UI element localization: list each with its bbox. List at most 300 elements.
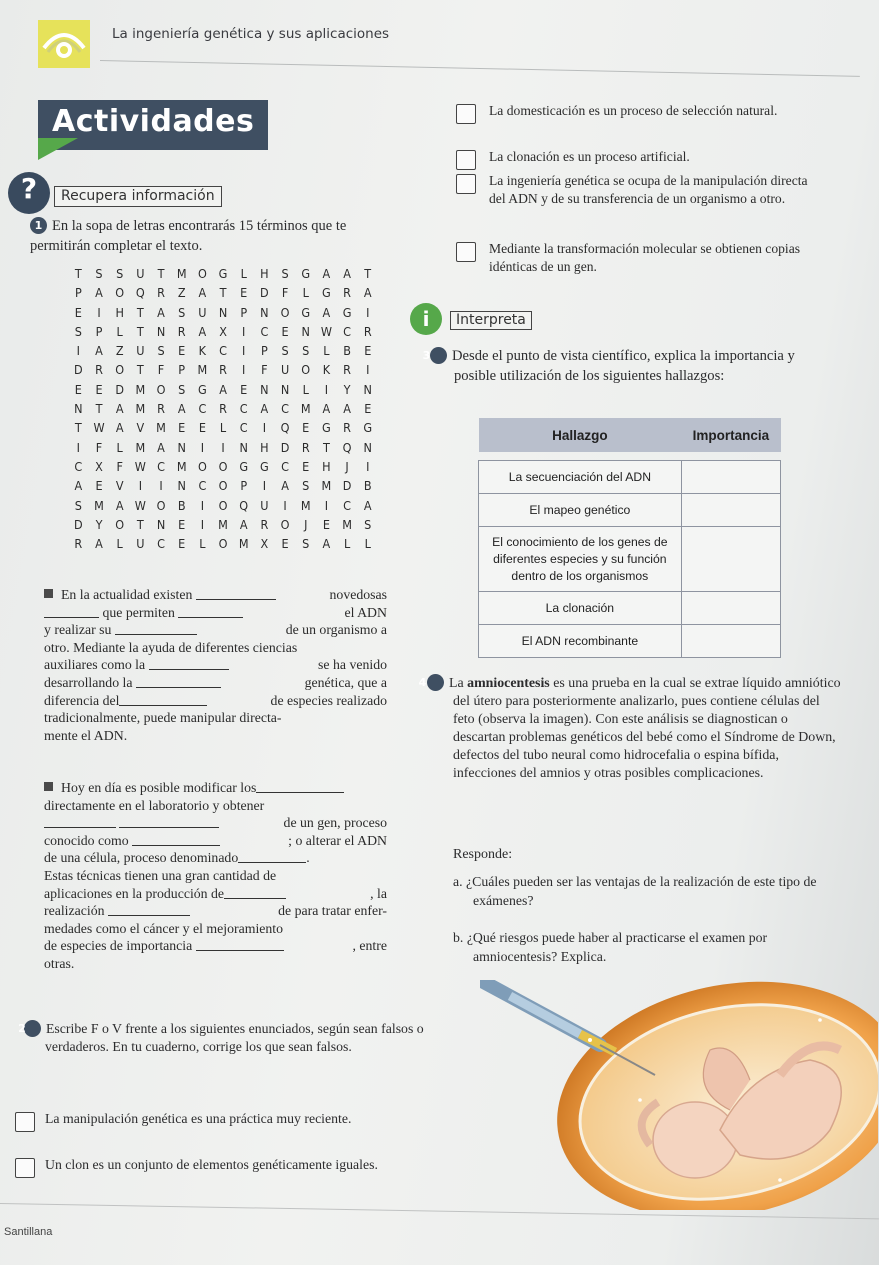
table-row (479, 527, 781, 592)
word-search-letter[interactable]: M (342, 516, 352, 532)
word-search-letter[interactable]: A (74, 478, 83, 494)
word-search-letter[interactable]: L (323, 343, 330, 359)
word-search-letter[interactable]: U (280, 362, 290, 378)
word-search-letter[interactable]: S (302, 536, 310, 552)
fill-text: otro. Mediante la ayuda de diferentes ciencias (44, 639, 298, 655)
word-search-letter[interactable]: R (157, 401, 165, 417)
word-search-letter[interactable]: M (321, 478, 332, 494)
word-search-row (68, 382, 378, 401)
word-search-letter[interactable]: L (343, 536, 351, 552)
word-search-letter[interactable]: M (135, 401, 146, 417)
fill-text: aplicaciones en la producción de (44, 885, 225, 901)
word-search-letter[interactable]: A (363, 285, 372, 301)
word-search-letter[interactable]: A (157, 304, 165, 320)
word-search-letter[interactable]: N (156, 323, 166, 339)
word-search-letter[interactable]: T (136, 304, 144, 320)
word-search-letter[interactable]: E (178, 516, 186, 532)
word-search-letter[interactable]: C (219, 343, 227, 359)
word-search-letter[interactable]: Q (135, 285, 145, 301)
word-search-letter[interactable]: G (218, 266, 228, 281)
word-search-letter[interactable]: G (342, 304, 352, 320)
word-search-letter[interactable]: G (322, 420, 331, 436)
word-search-letter[interactable]: D (260, 285, 269, 301)
blank-field[interactable] (119, 815, 219, 828)
importancia-cell[interactable] (681, 527, 780, 592)
blank-field[interactable] (178, 605, 243, 618)
word-search-letter[interactable]: A (177, 401, 186, 417)
word-search-letter[interactable]: M (218, 516, 228, 532)
word-search-letter[interactable]: E (322, 516, 330, 532)
word-search-letter[interactable]: X (219, 323, 227, 339)
word-search-letter[interactable]: N (177, 439, 186, 455)
importancia-cell[interactable] (681, 494, 780, 527)
word-search-letter[interactable]: R (343, 362, 351, 378)
word-search-grid (68, 266, 378, 555)
findings-table (478, 418, 781, 658)
word-search-letter[interactable]: N (260, 304, 269, 320)
word-search-letter[interactable]: I (97, 304, 101, 320)
word-search-letter[interactable]: I (76, 439, 80, 455)
fill-text: novedosas (329, 587, 387, 602)
word-search-letter[interactable]: V (136, 420, 145, 436)
word-search-letter[interactable]: I (242, 323, 246, 339)
word-search-letter[interactable]: R (260, 516, 269, 532)
word-search-letter[interactable]: A (95, 536, 103, 552)
word-search-letter[interactable]: E (95, 478, 103, 494)
word-search-letter[interactable]: C (198, 478, 207, 494)
blank-field[interactable] (44, 605, 99, 618)
importancia-cell[interactable] (681, 461, 780, 494)
word-search-letter[interactable]: P (240, 478, 248, 494)
hallazgo-cell: El conocimiento de los genes de diferentes especies y su función dentro de los organismos (479, 527, 682, 592)
word-search-letter[interactable]: L (116, 439, 123, 455)
word-search-letter[interactable]: M (135, 439, 146, 455)
word-search-letter[interactable]: R (219, 362, 227, 378)
word-search-letter[interactable]: T (95, 401, 103, 417)
word-search-letter[interactable]: G (260, 458, 269, 474)
word-search-letter[interactable]: A (343, 266, 351, 281)
header-divider (100, 60, 860, 77)
word-search-letter[interactable]: A (198, 323, 207, 339)
blank-field[interactable] (196, 587, 276, 600)
blank-field[interactable] (196, 938, 284, 951)
word-search-letter[interactable]: S (74, 497, 82, 513)
blank-field[interactable] (119, 693, 207, 706)
fill-text: conocido como (44, 832, 129, 848)
column-header-hallazgo: Hallazgo (479, 418, 682, 452)
statement-text: Un clon es un conjunto de elementos genéticamente iguales. (45, 1157, 378, 1172)
word-search-letter[interactable]: T (74, 420, 82, 436)
word-search-letter[interactable]: N (363, 439, 372, 455)
word-search-letter[interactable]: A (157, 439, 165, 455)
fill-text: En la actualidad existen (61, 587, 193, 602)
word-search-letter[interactable]: A (281, 478, 289, 494)
word-search-letter[interactable]: N (218, 304, 228, 320)
word-search-letter[interactable]: G (301, 266, 311, 281)
word-search-letter[interactable]: E (364, 401, 372, 417)
fill-text: Estas técnicas tienen una gran cantidad de (44, 867, 277, 883)
question-2 (0, 1020, 435, 1056)
word-search-letter[interactable]: P (74, 285, 82, 301)
word-search-letter[interactable]: A (95, 285, 103, 301)
answer-checkbox[interactable] (15, 1158, 35, 1178)
question-3 (422, 346, 832, 386)
word-search-letter[interactable]: K (198, 343, 207, 359)
word-search-letter[interactable]: L (199, 536, 206, 552)
word-search-letter[interactable]: E (95, 381, 103, 397)
fill-text: de una célula, proceso denominado (44, 850, 239, 866)
word-search-letter[interactable]: H (322, 458, 331, 474)
word-search-letter[interactable]: B (343, 343, 351, 359)
word-search-letter[interactable]: M (176, 458, 187, 474)
word-search-letter[interactable]: L (116, 323, 123, 339)
word-search-letter[interactable]: P (95, 323, 103, 339)
fill-text: de para tratar enfer- (278, 903, 387, 919)
word-search-letter[interactable]: E (302, 458, 310, 474)
question-text: La (449, 676, 464, 691)
word-search-letter[interactable]: T (157, 266, 165, 281)
word-search-letter[interactable]: G (301, 304, 311, 320)
word-search-letter[interactable]: T (74, 266, 82, 281)
word-search-letter[interactable]: R (157, 285, 165, 301)
recupera-label: Recupera información (54, 186, 222, 207)
word-search-letter[interactable]: P (178, 362, 186, 378)
word-search-letter[interactable]: R (219, 401, 227, 417)
word-search-letter[interactable]: E (281, 536, 289, 552)
word-search-letter[interactable]: H (115, 304, 124, 320)
word-search-letter[interactable]: I (200, 439, 205, 455)
word-search-letter[interactable]: N (74, 401, 83, 417)
word-search-letter[interactable]: L (364, 536, 371, 552)
word-search-letter[interactable]: E (198, 420, 206, 436)
word-search-letter[interactable]: T (364, 266, 372, 281)
word-search-letter[interactable]: O (115, 285, 125, 301)
word-search-letter[interactable]: G (363, 420, 373, 436)
word-search-letter[interactable]: T (322, 439, 330, 455)
answer-checkbox[interactable] (456, 150, 476, 170)
word-search-letter[interactable]: Z (115, 343, 124, 359)
word-search-letter[interactable]: A (260, 401, 269, 417)
answer-checkbox[interactable] (15, 1112, 35, 1132)
word-search-row (68, 536, 378, 555)
word-search-letter[interactable]: O (218, 536, 228, 552)
word-search-letter[interactable]: L (302, 381, 309, 397)
word-search-letter[interactable]: W (134, 458, 146, 474)
word-search-letter[interactable]: D (74, 362, 83, 378)
word-search-letter[interactable]: M (156, 420, 166, 436)
word-search-letter[interactable]: J (345, 458, 349, 474)
importancia-cell[interactable] (681, 625, 780, 658)
word-search-letter[interactable]: N (156, 516, 166, 532)
word-search-letter[interactable]: E (74, 304, 82, 320)
word-search-letter[interactable]: N (239, 439, 248, 455)
word-search-letter[interactable]: I (324, 497, 329, 513)
fill-text: diferencia del (44, 692, 120, 708)
fill-text: mente el ADN. (44, 727, 128, 743)
answer-checkbox[interactable] (456, 174, 476, 194)
word-search-letter[interactable]: I (283, 497, 287, 513)
word-search-letter[interactable]: O (156, 381, 166, 397)
word-search-letter[interactable]: A (95, 343, 103, 359)
word-search-letter[interactable]: A (219, 381, 227, 397)
word-search-letter[interactable]: M (176, 266, 187, 281)
word-search-letter[interactable]: S (281, 343, 289, 359)
word-search-letter[interactable]: A (322, 536, 331, 552)
fill-text: , la (370, 885, 387, 901)
word-search-letter[interactable]: E (178, 536, 186, 552)
word-search-letter[interactable]: C (260, 323, 269, 339)
statement-item (489, 172, 809, 208)
word-search-letter[interactable]: C (281, 458, 289, 474)
word-search-letter[interactable]: S (302, 343, 310, 359)
blank-field[interactable] (224, 886, 286, 899)
word-search-letter[interactable]: G (198, 381, 207, 397)
word-search-letter[interactable]: I (366, 304, 370, 320)
blank-field[interactable] (238, 850, 306, 863)
blank-field[interactable] (115, 622, 197, 635)
word-search-letter[interactable]: T (219, 285, 227, 301)
word-search-letter[interactable]: O (218, 497, 228, 513)
word-search-letter[interactable]: O (218, 478, 228, 494)
word-search-letter[interactable]: D (342, 478, 352, 494)
table-row (479, 592, 781, 625)
word-search-letter[interactable]: L (240, 266, 247, 281)
blank-field[interactable] (149, 657, 229, 670)
word-search-letter[interactable]: O (115, 362, 125, 378)
word-search-letter[interactable]: R (74, 536, 83, 552)
word-search-letter[interactable]: O (156, 497, 166, 513)
word-search-letter[interactable]: I (324, 381, 329, 397)
word-search-letter[interactable]: E (302, 420, 310, 436)
word-search-letter[interactable]: R (343, 285, 351, 301)
word-search-letter[interactable]: D (280, 439, 290, 455)
word-search-letter[interactable]: F (261, 362, 268, 378)
word-search-letter[interactable]: A (115, 420, 124, 436)
word-search-letter[interactable]: Q (239, 497, 249, 513)
word-search-letter[interactable]: A (115, 401, 124, 417)
word-search-letter[interactable]: Y (95, 516, 103, 532)
statement-item (489, 240, 809, 276)
word-search-row (68, 420, 378, 439)
word-search-letter[interactable]: A (343, 401, 351, 417)
word-search-letter[interactable]: E (281, 323, 289, 339)
word-search-letter[interactable]: O (197, 458, 207, 474)
word-search-letter[interactable]: A (198, 285, 207, 301)
word-search-letter[interactable]: S (178, 381, 186, 397)
word-search-letter[interactable]: I (200, 516, 205, 532)
word-search-letter[interactable]: U (198, 304, 207, 320)
word-search-letter[interactable]: L (116, 536, 123, 552)
word-search-letter[interactable]: F (157, 362, 165, 378)
word-search-letter[interactable]: N (280, 381, 290, 397)
word-search-letter[interactable]: A (363, 497, 372, 513)
word-search-letter[interactable]: C (281, 401, 289, 417)
word-search-letter[interactable]: E (74, 381, 82, 397)
importancia-cell[interactable] (681, 592, 780, 625)
word-search-letter[interactable]: I (242, 343, 246, 359)
hallazgo-cell: El mapeo genético (479, 494, 682, 527)
word-search-letter[interactable]: E (240, 381, 248, 397)
word-search-letter[interactable]: O (280, 304, 290, 320)
fill-text: medades como el cáncer y el mejoramiento (44, 920, 284, 936)
word-search-letter[interactable]: Z (177, 285, 186, 301)
word-search-letter[interactable]: O (197, 266, 207, 281)
word-search-letter[interactable]: C (239, 401, 248, 417)
table-row (479, 625, 781, 658)
answer-checkbox[interactable] (456, 104, 476, 124)
word-search-letter[interactable]: T (136, 323, 144, 339)
word-search-letter[interactable]: U (136, 536, 145, 552)
word-search-letter[interactable]: I (76, 343, 80, 359)
blank-field[interactable] (108, 903, 190, 916)
fill-text: Hoy en día es posible modificar los (61, 780, 257, 795)
word-search-row (68, 266, 378, 285)
word-search-letter[interactable]: N (260, 381, 269, 397)
word-search-letter[interactable]: H (260, 439, 269, 455)
blank-field[interactable] (132, 833, 220, 846)
fill-text: el ADN (344, 604, 387, 620)
word-search-letter[interactable]: M (94, 497, 104, 513)
word-search-letter[interactable]: W (320, 323, 332, 339)
word-search-letter[interactable]: I (159, 478, 163, 494)
word-search-letter[interactable]: C (157, 536, 165, 552)
fill-text: se ha venido (318, 657, 387, 673)
word-search-letter[interactable]: A (115, 497, 124, 513)
word-search-letter[interactable]: R (363, 323, 372, 339)
sub-question-b (453, 929, 843, 966)
amniocentesis-illustration (480, 980, 878, 1210)
word-search-letter[interactable]: I (262, 478, 267, 494)
word-search-letter[interactable]: M (238, 536, 249, 552)
word-search-letter[interactable]: S (178, 304, 186, 320)
word-search-letter[interactable]: Q (280, 420, 290, 436)
fill-in-paragraph-1 (44, 586, 387, 744)
word-search-letter[interactable]: E (178, 343, 186, 359)
word-search-letter[interactable]: W (134, 497, 146, 513)
word-search-letter[interactable]: N (177, 478, 186, 494)
word-search-letter[interactable]: A (322, 304, 331, 320)
word-search-letter[interactable]: C (343, 497, 351, 513)
word-search-letter[interactable]: I (262, 420, 267, 436)
word-search-letter[interactable]: I (200, 497, 205, 513)
fill-text: de especies realizado (270, 692, 387, 708)
bullet-square-icon (44, 782, 53, 791)
statement-text: La domesticación es un proceso de selección natural. (489, 103, 778, 118)
word-search-letter[interactable]: C (157, 458, 165, 474)
word-search-letter[interactable]: I (221, 439, 225, 455)
word-search-letter[interactable]: W (93, 420, 105, 436)
word-search-letter[interactable]: K (322, 362, 331, 378)
word-search-letter[interactable]: S (95, 266, 103, 281)
word-search-letter[interactable]: E (364, 343, 372, 359)
word-search-letter[interactable]: I (138, 478, 143, 494)
word-search-letter[interactable]: O (301, 362, 311, 378)
word-search-letter[interactable]: G (239, 458, 249, 474)
word-search-letter[interactable]: M (300, 497, 311, 513)
word-search-letter[interactable]: Y (343, 381, 351, 397)
question-number: 3 (430, 347, 447, 364)
word-search-letter[interactable]: X (95, 458, 103, 474)
word-search-letter[interactable]: S (364, 516, 372, 532)
word-search-letter[interactable]: M (197, 362, 208, 378)
word-search-letter[interactable]: A (322, 266, 331, 281)
word-search-letter[interactable]: M (300, 401, 311, 417)
word-search-letter[interactable]: B (177, 497, 186, 513)
word-search-letter[interactable]: D (74, 516, 83, 532)
word-search-letter[interactable]: I (366, 362, 370, 378)
word-search-letter[interactable]: G (322, 285, 331, 301)
word-search-letter[interactable]: U (136, 266, 145, 281)
blank-field[interactable] (256, 780, 344, 793)
word-search-letter[interactable]: V (115, 478, 124, 494)
word-search-letter[interactable]: S (302, 478, 310, 494)
word-search-letter[interactable]: S (281, 266, 289, 281)
fill-text: tradicionalmente, puede manipular directa- (44, 710, 282, 726)
word-search-letter[interactable]: E (178, 420, 186, 436)
section-title: Actividades (52, 104, 255, 139)
word-search-letter[interactable]: L (219, 420, 227, 436)
statement-text: La manipulación genética es una práctica muy reciente. (45, 1111, 352, 1126)
word-search-letter[interactable]: F (95, 439, 103, 455)
word-search-letter[interactable]: N (363, 381, 372, 397)
word-search-letter[interactable]: C (343, 323, 351, 339)
word-search-letter[interactable]: F (116, 458, 123, 474)
word-search-letter[interactable]: A (239, 516, 248, 532)
word-search-row (68, 517, 378, 536)
word-search-letter[interactable]: Q (342, 439, 352, 455)
word-search-letter[interactable]: J (304, 516, 308, 532)
word-search-letter[interactable]: R (343, 420, 351, 436)
blank-field[interactable] (136, 675, 221, 688)
word-search-letter[interactable]: X (260, 536, 269, 552)
word-search-letter[interactable]: L (302, 285, 309, 301)
word-search-letter[interactable]: N (301, 323, 310, 339)
word-search-letter[interactable]: C (239, 420, 248, 436)
word-search-letter[interactable]: I (242, 362, 246, 378)
word-search-letter[interactable]: S (116, 266, 124, 281)
word-search-letter[interactable]: P (240, 304, 248, 320)
sub-question-letter: b. (453, 930, 464, 945)
responde-label: Responde: (453, 847, 513, 862)
word-search-letter[interactable]: P (260, 343, 268, 359)
word-search-letter[interactable]: U (260, 497, 269, 513)
word-search-letter[interactable]: R (301, 439, 310, 455)
word-search-letter[interactable]: H (260, 266, 269, 281)
word-search-letter[interactable]: O (115, 516, 125, 532)
word-search-letter[interactable]: B (363, 478, 372, 494)
word-search-letter[interactable]: I (366, 458, 370, 474)
word-search-letter[interactable]: C (198, 401, 207, 417)
word-search-letter[interactable]: C (74, 458, 83, 474)
word-search-letter[interactable]: F (281, 285, 289, 301)
word-search-letter[interactable]: S (157, 343, 165, 359)
word-search-letter[interactable]: S (74, 323, 82, 339)
answer-checkbox[interactable] (456, 242, 476, 262)
word-search-letter[interactable]: T (136, 516, 144, 532)
word-search-letter[interactable]: M (135, 381, 146, 397)
word-search-letter[interactable]: O (280, 516, 290, 532)
column-header-importancia: Importancia (681, 418, 780, 452)
blank-field[interactable] (44, 815, 116, 828)
word-search-letter[interactable]: U (136, 343, 145, 359)
word-search-letter[interactable]: D (115, 381, 125, 397)
word-search-letter[interactable]: R (95, 362, 103, 378)
word-search-letter[interactable]: R (177, 323, 186, 339)
word-search-letter[interactable]: O (218, 458, 228, 474)
word-search-letter[interactable]: A (322, 401, 331, 417)
word-search-letter[interactable]: T (136, 362, 144, 378)
word-search-letter[interactable]: E (240, 285, 248, 301)
